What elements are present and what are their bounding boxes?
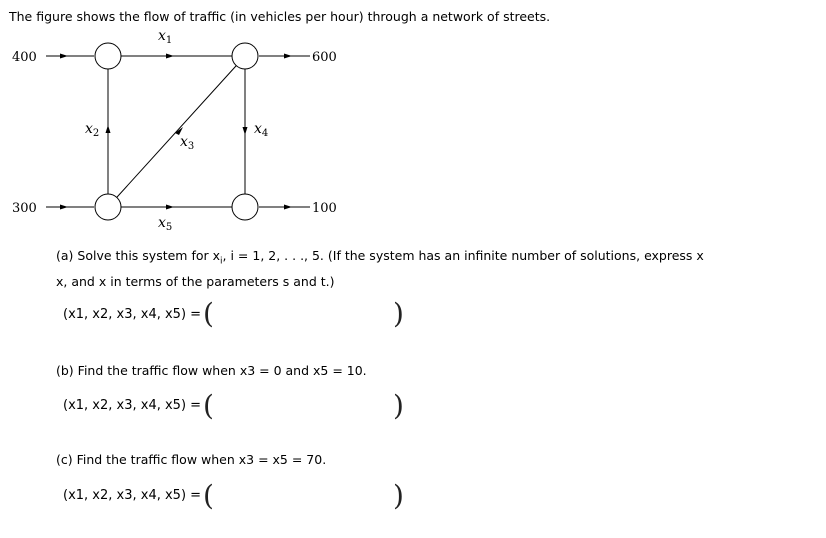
node-bottom-left — [95, 194, 121, 220]
edge-x3 — [108, 56, 245, 207]
part-a-open-paren: ( — [203, 297, 214, 330]
traffic-network-diagram — [0, 0, 380, 240]
arrow-in-top — [60, 54, 68, 59]
label-x2: $x_2$ — [85, 121, 100, 139]
label-in-top: 400 — [12, 50, 37, 65]
label-x3: $x_3$ — [180, 134, 195, 152]
part-b-answer-input[interactable] — [218, 396, 392, 420]
arrow-x2 — [106, 125, 111, 133]
part-a-line1-b: , i = 1, 2, . . ., 5. (If the system has an infinite number of solutions, express x — [222, 248, 704, 263]
label-x1: $x_1$ — [158, 28, 173, 46]
part-b-question: (b) Find the traffic flow when x3 = 0 and x5 = 10. — [56, 363, 367, 378]
arrow-in-bottom — [60, 205, 68, 210]
part-a-line2-tail: in terms of the parameters s and t.) — [106, 273, 335, 289]
part-a-question — [56, 246, 821, 292]
label-x4: $x_4$ — [254, 121, 269, 139]
part-c-question: (c) Find the traffic flow when x3 = x5 = 70. — [56, 452, 327, 467]
part-c-close-paren: ) — [393, 479, 404, 512]
part-b-close-paren: ) — [393, 389, 404, 422]
label-out-bottom: 100 — [312, 201, 337, 216]
node-bottom-right — [232, 194, 258, 220]
part-c-tuple-label: (x1, x2, x3, x4, x5) = — [63, 488, 202, 503]
part-a-line1: (a) Solve this system for x — [56, 248, 221, 263]
part-a-line2: x — [56, 273, 64, 289]
part-a-answer-input[interactable] — [218, 305, 392, 329]
part-c-answer-input[interactable] — [218, 486, 392, 510]
intro-text: The figure shows the flow of traffic (in vehicles per hour) through a network of streets. — [9, 9, 551, 24]
part-a-line1-sub: i — [220, 256, 223, 267]
part-b-tuple-label: (x1, x2, x3, x4, x5) = — [63, 398, 202, 413]
part-c-open-paren: ( — [203, 479, 214, 512]
label-in-bottom: 300 — [12, 201, 37, 216]
part-b-open-paren: ( — [203, 389, 214, 422]
arrow-x4 — [243, 127, 248, 135]
arrow-x1 — [166, 54, 174, 59]
node-top-left — [95, 43, 121, 69]
label-out-top: 600 — [312, 50, 337, 65]
arrow-x5 — [166, 205, 174, 210]
node-top-right — [232, 43, 258, 69]
arrow-out-top — [284, 54, 292, 59]
arrow-out-bottom — [284, 205, 292, 210]
part-a-line2-rest: , and x — [63, 273, 107, 289]
label-x5: $x_5$ — [158, 215, 173, 233]
part-a-close-paren: ) — [393, 297, 404, 330]
part-a-tuple-label: (x1, x2, x3, x4, x5) = — [63, 307, 202, 322]
